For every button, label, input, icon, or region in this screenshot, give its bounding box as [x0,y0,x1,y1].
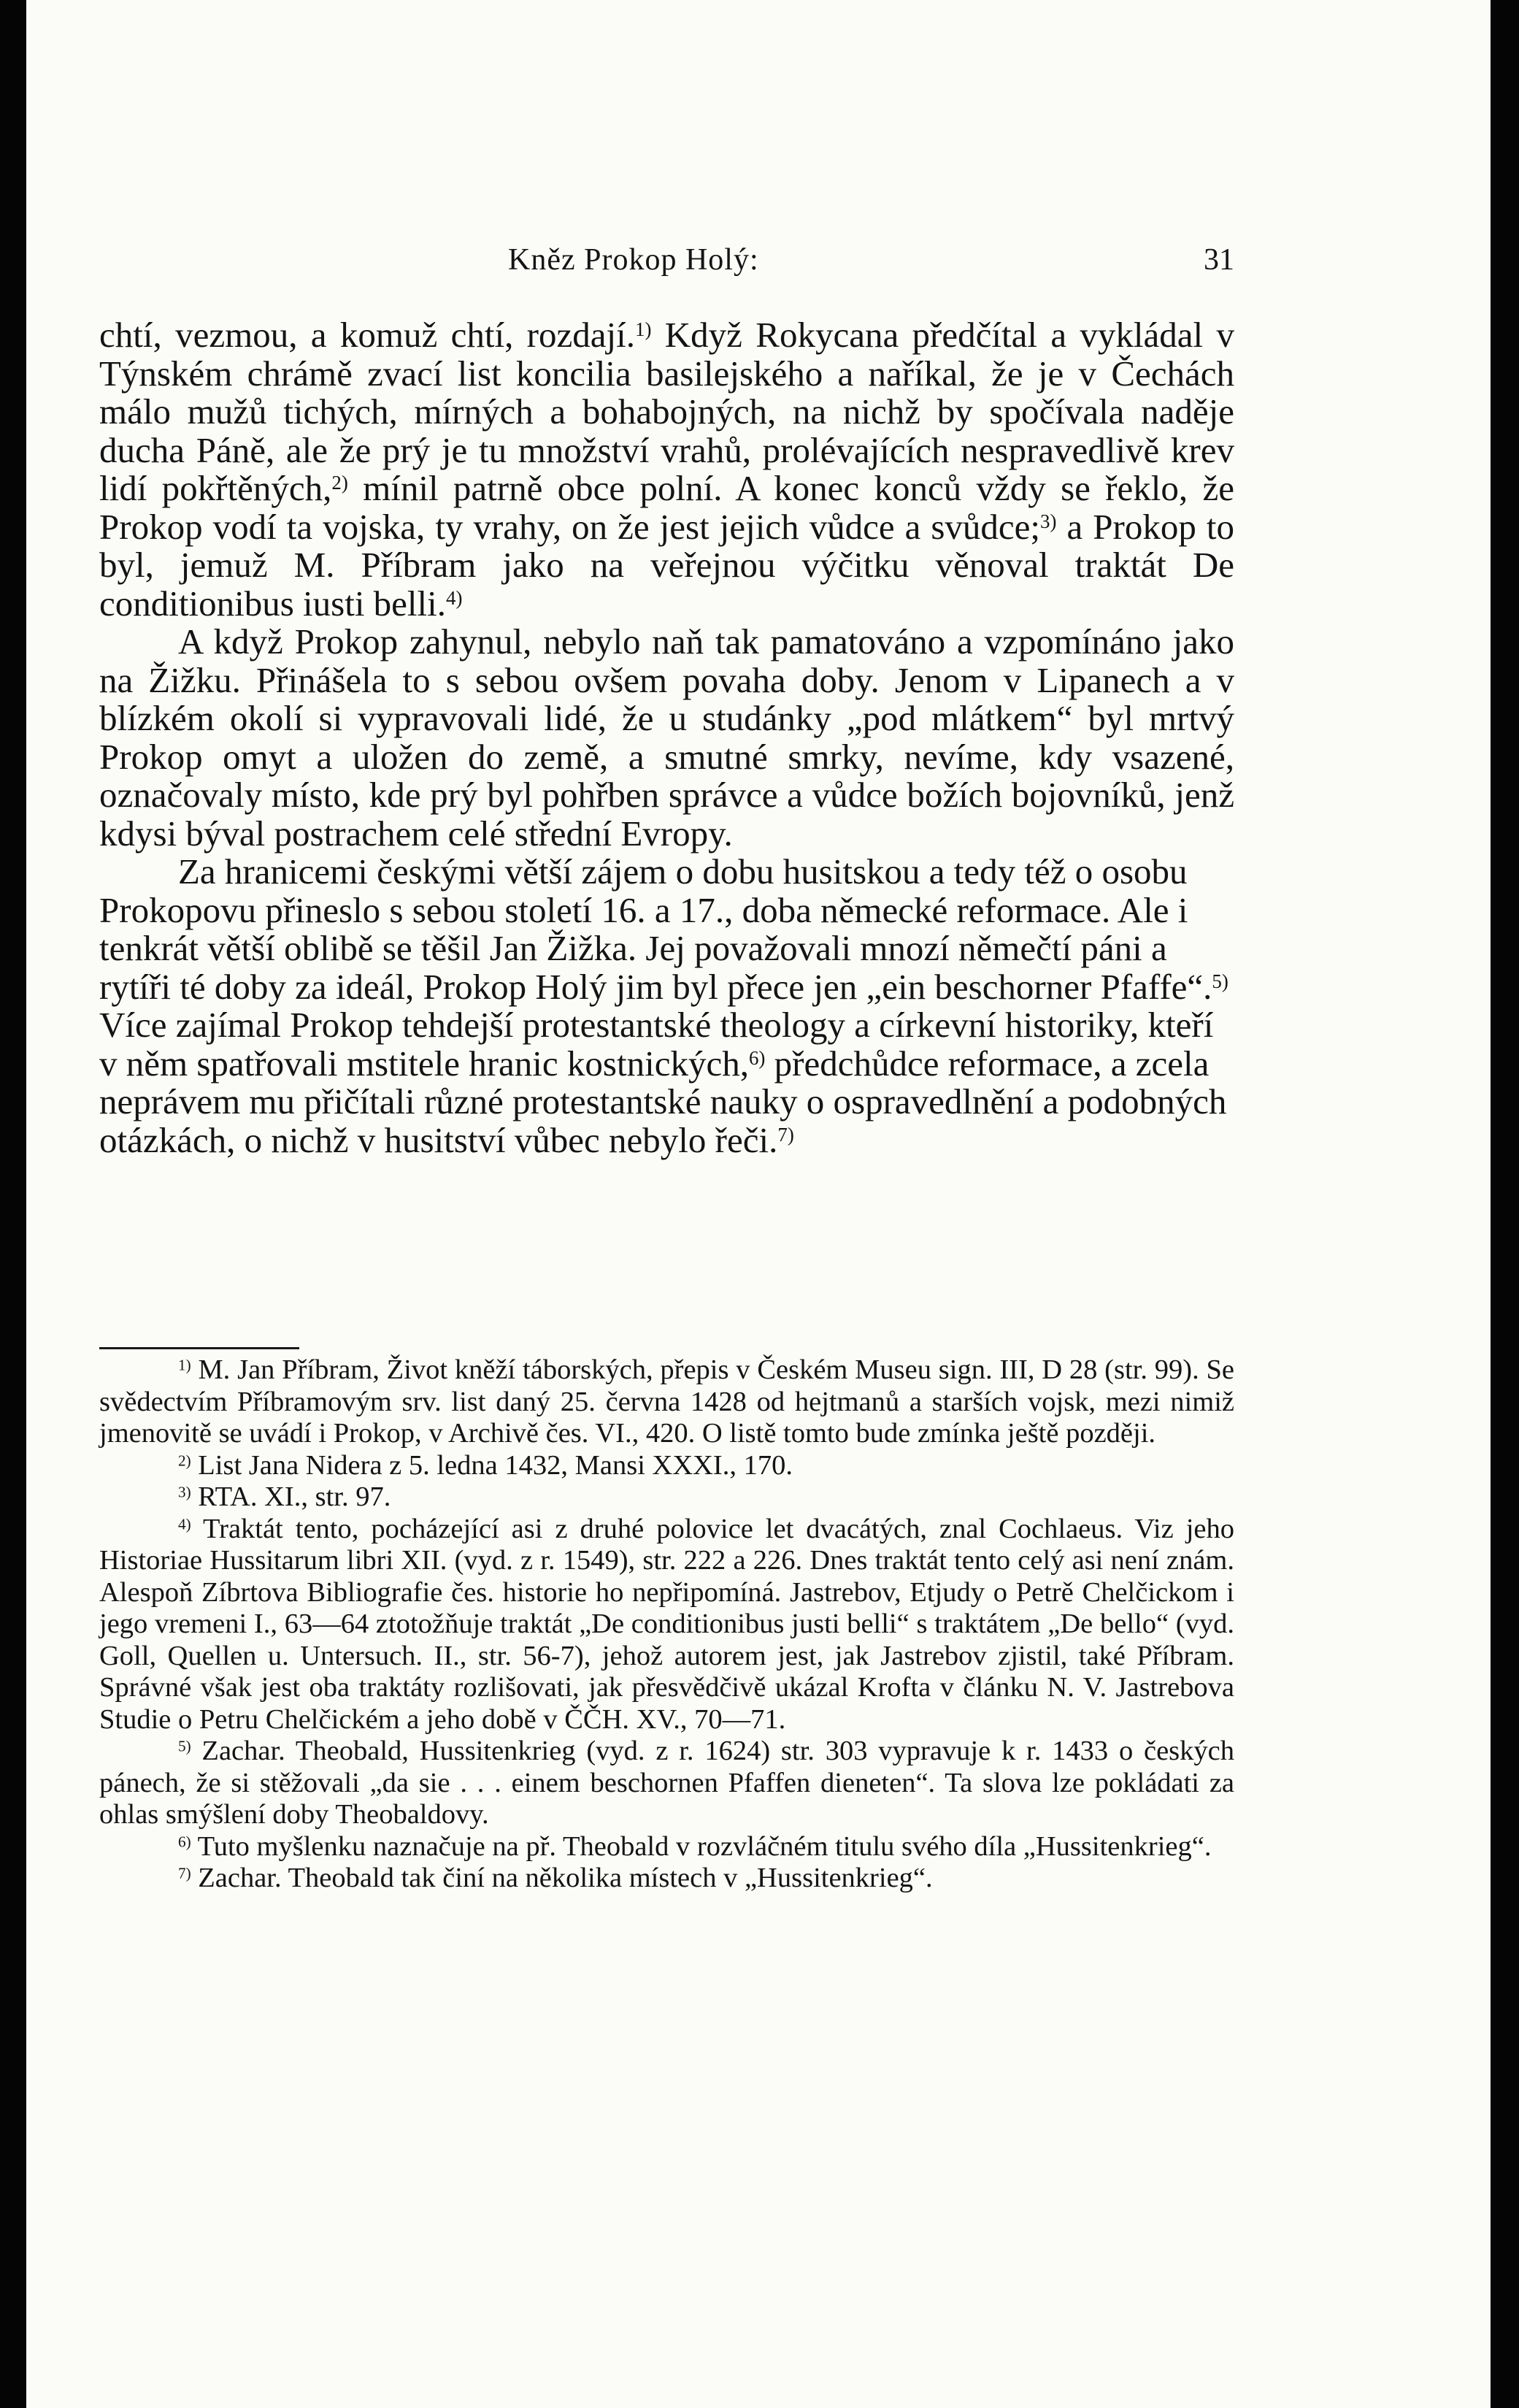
footnotes [99,1354,1234,1895]
footnote-6: $^{6)}$ Tuto myšlenku naznačuje na př. Theobald v rozvláčném titulu svého díla „Hussitenkrieg“. [178,1830,1212,1862]
footnote-ref-4[interactable]: 4) [446,586,463,609]
footnote-mark: 7) [178,1864,191,1882]
footnote-mark: 3) [178,1483,191,1501]
footnote-1: $^{1)}$ M. Jan Příbram, Život kněží táborských, přepis v Českém Museu sign. III, D 28 (str. 99). Se svědectvím Příbramovým srv. list daný 25. června 1428 od hejtmanů a starších vojsk, mezi nimiž jmenovitě se uvádí i Prokop, v Archivě čes. VI., 420. O listě tomto bude zmínka ještě později. [99,1354,1235,1449]
footnote-5: $^{5)}$ Zachar. Theobald, Hussitenkrieg (vyd. z r. 1624) str. 303 vypravuje k r. 1433 o českých pánech, že si stěžovali „da sie . . . einem beschornen Pfaffen dieneten“. Ta slova lze pokládati za ohlas smýšlení doby Theobaldovy. [99,1736,1235,1830]
footnote-7: $^{7)}$ Zachar. Theobald tak činí na několika místech v „Hussitenkrieg“. [178,1863,933,1893]
footnote-ref-5[interactable]: 5) [1212,970,1228,992]
main-text [99,316,1234,1159]
footnote-mark: 6) [178,1832,191,1850]
scan-border-right [1491,0,1519,2408]
page-header [26,242,1491,286]
footnote-3: $^{3)}$ RTA. XI., str. 97. [178,1481,391,1512]
footnote-separator [99,1347,299,1349]
paragraph-3: Za hranicemi českými větší zájem o dobu husitskou a tedy též o osobu Prokopovu přineslo s sebou století 16. a 17., doba německé reformace. Ale i tenkrát větší oblibě se těšil Jan Žižka. Jej považovali mnozí němečtí páni a rytíři té doby za ideál, Prokop Holý jim byl přece jen „ein beschorner Pfaffe“.$^{5)}$ Více zajímal Prokop tehdejší protestantské theology a církevní historiky, kteří v něm spatřovali mstitele hranic kostnických,$^{6)}$ předchůdce reformace, a zcela neprávem mu přičítali různé protestantské nauky o ospravedlnění a podobných otázkách, o nichž v husitství vůbec nebylo řeči.$^{7)}$ [99,851,1228,1160]
footnote-mark: 1) [178,1356,191,1374]
scan-border-left [0,0,26,2408]
footnote-mark: 2) [178,1451,191,1469]
footnote-ref-1[interactable]: 1) [634,318,652,341]
running-head: Kněz Prokop Holý: [508,243,759,277]
footnote-ref-3[interactable]: 3) [1040,510,1057,532]
book-page [26,0,1491,2408]
footnote-mark: 4) [178,1514,191,1533]
footnote-mark: 5) [178,1737,191,1755]
footnote-ref-7[interactable]: 7) [777,1123,794,1146]
paragraph-1: chtí, vezmou, a komuž chtí, rozdají.$^{1)}$ Když Rokycana předčítal a vykládal v Týnském chrámě zvací list koncilia basilejského a naříkal, že je v Čechách málo mužů tichých, mírných a bohabojných, na nichž by spočívala naděje ducha Páně, ale že prý je tu množství vrahů, prolévajících nespravedlivě krev lidí pokřtěných,$^{2)}$ mínil patrně obce polní. A konec konců vždy se řeklo, že Prokop vodí ta vojska, ty vrahy, on že jest jejich vůdce a svůdce;$^{3)}$ a Prokop to byl, jemuž M. Příbram jako na veřejnou výčitku věnoval traktát De conditionibus iusti belli.$^{4)}$ [99,315,1234,624]
footnote-2: $^{2)}$ List Jana Nidera z 5. ledna 1432, Mansi XXXI., 170. [178,1449,793,1481]
footnote-ref-6[interactable]: 6) [748,1046,766,1069]
page-number: 31 [1204,243,1234,277]
footnote-ref-2[interactable]: 2) [331,472,348,494]
footnote-4: $^{4)}$ Traktát tento, pocházející asi z druhé polovice let dvacátých, znal Cochlaeus. Viz jeho Historiae Hussitarum libri XII. (vyd. z r. 1549), str. 222 a 226. Dnes traktát tento celý asi není znám. Alespoň Zíbrtova Bibliografie čes. historie ho nepřipomíná. Jastrebov, Etjudy o Petrě Chelčickom i jego vremeni I., 63—64 ztotožňuje traktát „De conditionibus justi belli“ s traktátem „De bello“ (vyd. Goll, Quellen u. Untersuch. II., str. 56-7), jehož autorem jest, jak Jastrebov zjistil, také Příbram. Správné však jest oba traktáty rozlišovati, jak přesvědčivě ukázal Krofta v článku N. V. Jastrebova Studie o Petru Chelčickém a jeho době v ČČH. XV., 70—71. [99,1513,1234,1735]
paragraph-2: A když Prokop zahynul, nebylo naň tak pamatováno a vzpomínáno jako na Žižku. Přinášela to s sebou ovšem povaha doby. Jenom v Lipanech a v blízkém okolí si vypravovali lidé, že u studánky „pod mlátkem“ byl mrtvý Prokop omyt a uložen do země, a smutné smrky, nevíme, kdy vsazené, označovaly místo, kde prý byl pohřben správce a vůdce božích bojovníků, jenž kdysi býval postrachem celé střední Evropy. [99,621,1234,854]
